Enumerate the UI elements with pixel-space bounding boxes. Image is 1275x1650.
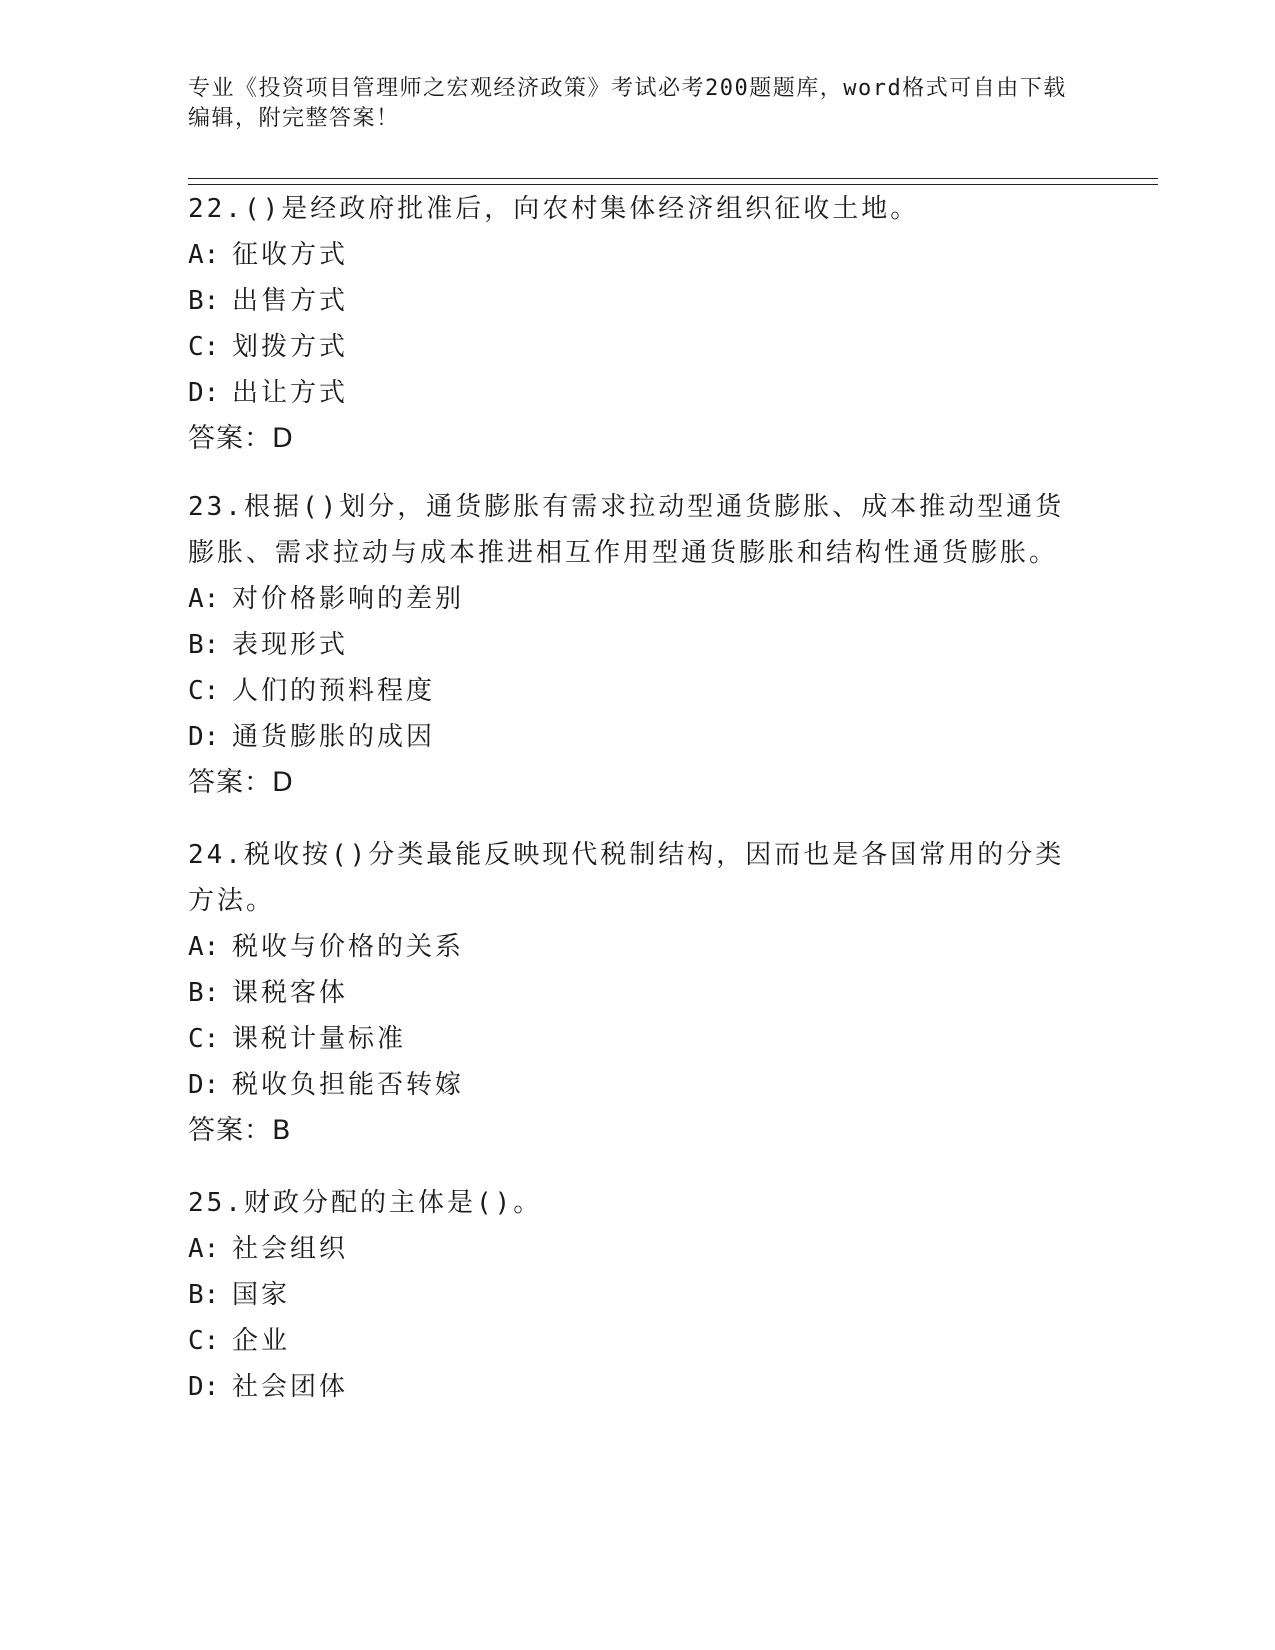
option-text: 人们的预料程度 — [232, 676, 436, 706]
option-d — [188, 1062, 1088, 1108]
option-text: 划拨方式 — [232, 332, 349, 362]
option-text: 出让方式 — [232, 378, 349, 408]
answer-line: 答案：D — [188, 767, 294, 798]
option-text: 出售方式 — [232, 286, 349, 316]
option-letter: A: — [188, 240, 220, 270]
option-a — [188, 924, 1088, 970]
option-c — [188, 1016, 1088, 1062]
question-25 — [188, 1180, 1088, 1410]
answer-line: 答案：D — [188, 423, 294, 454]
option-d — [188, 370, 1088, 416]
option-letter: A: — [188, 584, 220, 614]
option-d — [188, 1364, 1088, 1410]
option-letter: B: — [188, 286, 220, 316]
option-text: 通货膨胀的成因 — [232, 722, 436, 752]
option-letter: A: — [188, 932, 220, 962]
option-letter: B: — [188, 630, 220, 660]
option-b — [188, 1272, 1088, 1318]
option-letter: D: — [188, 1070, 220, 1100]
option-text: 社会组织 — [232, 1234, 349, 1264]
option-letter: C: — [188, 676, 220, 706]
answer-line: 答案：B — [188, 1115, 292, 1146]
question-24 — [188, 832, 1088, 1154]
option-text: 企业 — [232, 1326, 291, 1356]
question-stem: 24.税收按()分类最能反映现代税制结构，因而也是各国常用的分类方法。 — [188, 840, 1065, 916]
option-letter: C: — [188, 1024, 220, 1054]
option-text: 表现形式 — [232, 630, 349, 660]
option-text: 国家 — [232, 1280, 291, 1310]
option-a — [188, 576, 1088, 622]
option-letter: D: — [188, 378, 220, 408]
option-b — [188, 970, 1088, 1016]
option-text: 社会团体 — [232, 1372, 349, 1402]
option-text: 税收负担能否转嫁 — [232, 1070, 465, 1100]
question-stem: 23.根据()划分，通货膨胀有需求拉动型通货膨胀、成本推动型通货膨胀、需求拉动与成本推进相互作用型通货膨胀和结构性通货膨胀。 — [188, 492, 1065, 568]
option-letter: C: — [188, 332, 220, 362]
option-d — [188, 714, 1088, 760]
option-a — [188, 232, 1088, 278]
option-a — [188, 1226, 1088, 1272]
option-text: 征收方式 — [232, 240, 349, 270]
question-stem: 22.()是经政府批准后，向农村集体经济组织征收土地。 — [188, 194, 920, 224]
question-23 — [188, 484, 1088, 806]
option-c — [188, 324, 1088, 370]
option-letter: B: — [188, 1280, 220, 1310]
question-stem: 25.财政分配的主体是()。 — [188, 1188, 543, 1218]
question-22 — [188, 186, 1088, 462]
option-b — [188, 622, 1088, 668]
option-c — [188, 1318, 1088, 1364]
option-b — [188, 278, 1088, 324]
option-text: 税收与价格的关系 — [232, 932, 465, 962]
header-divider — [188, 178, 1158, 185]
option-c — [188, 668, 1088, 714]
option-letter: A: — [188, 1234, 220, 1264]
document-header: 专业《投资项目管理师之宏观经济政策》考试必考200题题库，word格式可自由下载编辑，附完整答案！ — [188, 76, 1067, 131]
option-letter: B: — [188, 978, 220, 1008]
option-text: 对价格影响的差别 — [232, 584, 465, 614]
option-letter: C: — [188, 1326, 220, 1356]
option-letter: D: — [188, 1372, 220, 1402]
option-text: 课税计量标准 — [232, 1024, 407, 1054]
option-text: 课税客体 — [232, 978, 349, 1008]
option-letter: D: — [188, 722, 220, 752]
